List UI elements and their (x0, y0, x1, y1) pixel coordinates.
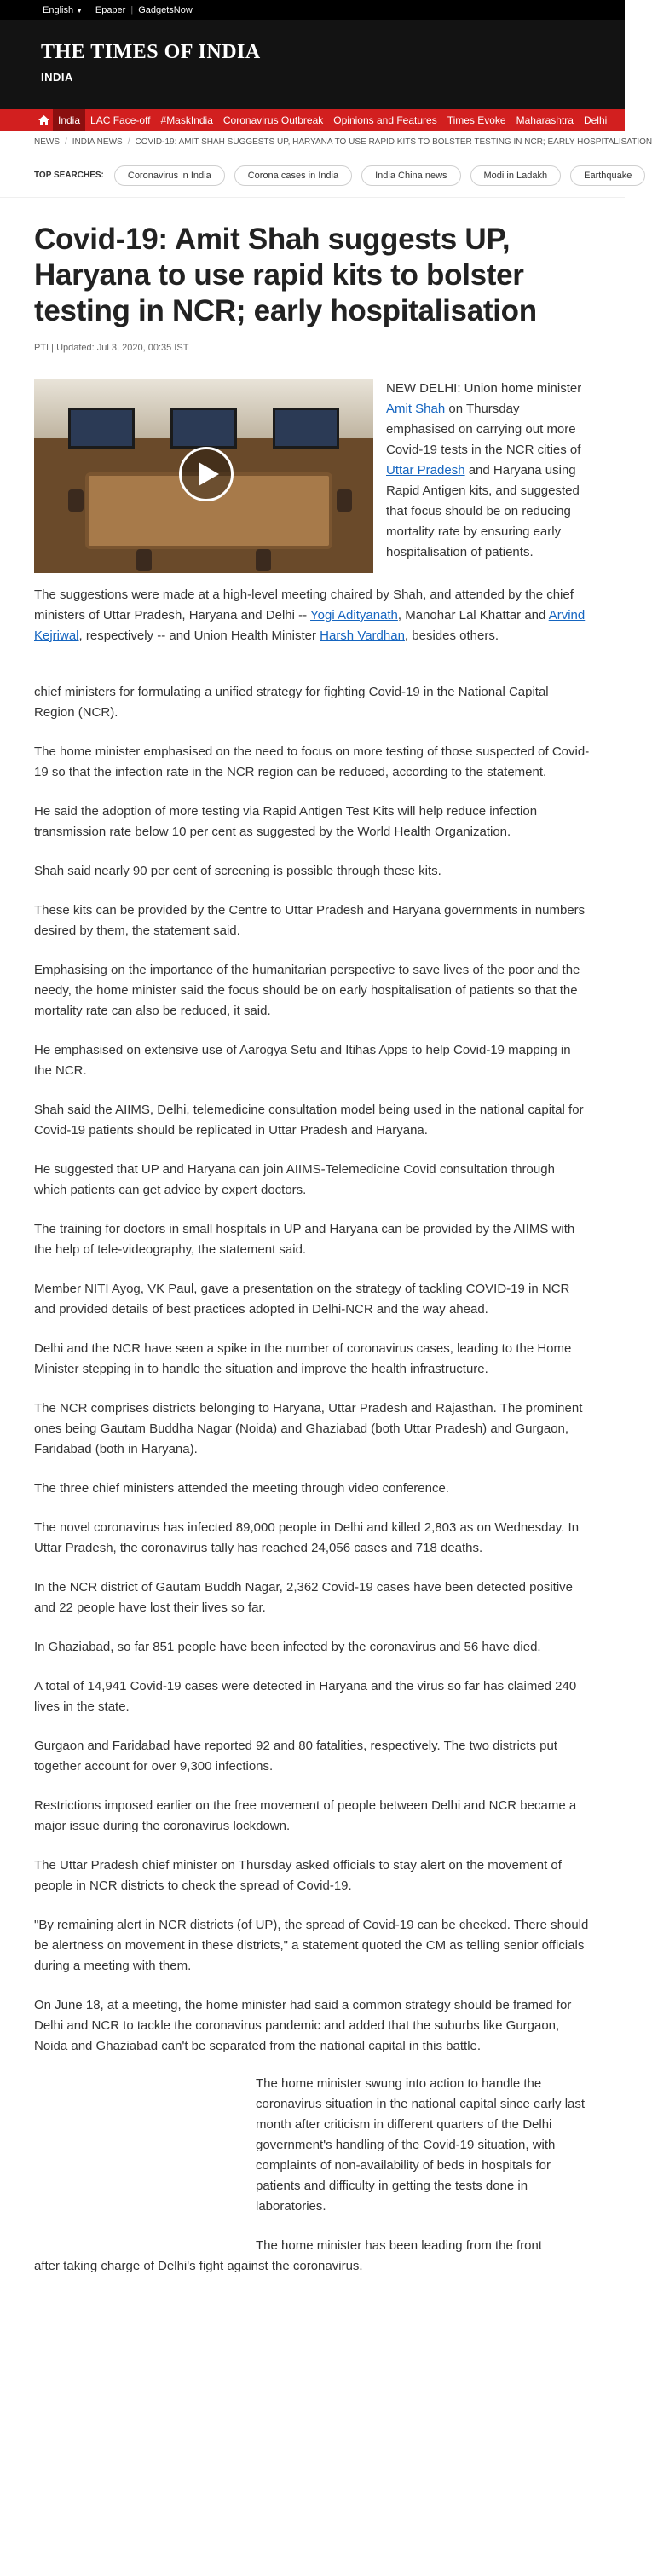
site-logo[interactable]: THE TIMES OF INDIA (41, 41, 261, 63)
article-paragraph: Member NITI Ayog, VK Paul, gave a presentation on the strategy of tackling COVID-19 in NCR and provided details of best practices adopted in Delhi-NCR and the way ahead. (34, 1282, 570, 1317)
amit-shah-link[interactable]: Amit Shah (386, 402, 446, 416)
edition-label: English (43, 5, 74, 15)
byline: PTI | Updated: Jul 3, 2020, 00:35 IST (34, 343, 189, 353)
search-chip[interactable]: Corona cases in India (234, 165, 352, 186)
paragraph-text: The suggestions were made at a high-level meeting chaired by Shah, and attended by the chief ministers of Uttar Pradesh, Haryana and Delhi -- (34, 588, 574, 622)
play-icon[interactable] (179, 447, 234, 501)
gadgetsnow-link[interactable]: GadgetsNow (138, 5, 193, 15)
lead-text: and Haryana using Rapid Antigen kits, and suggested that focus should be on reducing mortality rate by ensuring early hospitalisation of patients. (386, 463, 580, 559)
video-thumbnail (273, 408, 339, 449)
chevron-down-icon: ▼ (76, 6, 83, 14)
article-paragraph: Shah said nearly 90 per cent of screening is possible through these kits. (34, 864, 441, 878)
video-thumbnail (337, 489, 352, 512)
top-searches (0, 153, 632, 198)
article-paragraph: A total of 14,941 Covid-19 cases were detected in Haryana and the virus so far has claimed 240 lives in the state. (34, 1679, 577, 1714)
article-paragraph: The training for doctors in small hospitals in UP and Haryana can be provided by the AIIMS with the help of tele-videography, the statement said. (34, 1222, 575, 1257)
video-player[interactable] (34, 379, 373, 573)
paragraph-text: The home minister has been leading from the front (256, 2238, 543, 2253)
top-searches-label: TOP SEARCHES: (34, 171, 104, 180)
article-paragraph (34, 2236, 591, 2277)
lead-text: NEW DELHI: Union home minister (386, 381, 582, 396)
article-paragraph: "By remaining alert in NCR districts (of UP), the spread of Covid-19 can be checked. There should be alertness on movement in these districts," a statement quoted the CM as telling senior officials during a meeting with them. (34, 1918, 589, 1973)
epaper-link[interactable]: Epaper (95, 5, 126, 15)
article-paragraph: He said the adoption of more testing via Rapid Antigen Test Kits will help reduce infection transmission rate below 10 per cent as suggested by the World Health Organization. (34, 804, 538, 839)
paragraph-text: , respectively -- and Union Health Minister (78, 628, 320, 643)
utility-bar (0, 0, 625, 20)
nav-item-mask-india[interactable]: #MaskIndia (160, 114, 213, 126)
article (0, 222, 625, 2277)
lead-text: on Thursday emphasised on carrying out more Covid-19 tests in the NCR cities of (386, 402, 581, 457)
breadcrumb (0, 131, 652, 153)
harsh-vardhan-link[interactable]: Harsh Vardhan (320, 628, 405, 643)
nav-item-times-evoke[interactable]: Times Evoke (447, 114, 506, 126)
video-thumbnail (256, 549, 271, 571)
video-thumbnail (68, 489, 84, 512)
article-paragraph: The three chief ministers attended the meeting through video conference. (34, 1481, 449, 1496)
search-chip[interactable]: Modi in Ladakh (470, 165, 562, 186)
nav-item-india[interactable]: India (53, 109, 85, 131)
masthead (0, 20, 625, 109)
article-paragraph: The home minister swung into action to handle the coronavirus situation in the national capital since early last month after criticism in different quarters of the Delhi government's handling of the Covid-19 situation, with complaints of non-availability of beds in hospitals for patients and difficulty in getting the tests done in laboratories. (256, 2076, 586, 2214)
lead-paragraph (34, 379, 591, 563)
page-title: Covid-19: Amit Shah suggests UP, Haryana to use rapid kits to bolster testing in NCR; early hospitalisation (34, 223, 537, 327)
breadcrumb-current: COVID-19: AMIT SHAH SUGGESTS UP, HARYANA TO USE RAPID KITS TO BOLSTER TESTING IN NCR; EARLY HOSPITALISATION (135, 137, 652, 147)
article-paragraph: He suggested that UP and Haryana can join AIIMS-Telemedicine Covid consultation through which patients can get advice by expert doctors. (34, 1162, 555, 1197)
video-thumbnail (68, 408, 135, 449)
yogi-adityanath-link[interactable]: Yogi Adityanath (310, 608, 398, 622)
divider: | (130, 5, 134, 15)
article-paragraph: On June 18, at a meeting, the home minister had said a common strategy should be framed for Delhi and NCR to tackle the coronavirus pandemic and added that the suburbs like Gurgaon, Noida and Ghaziabad can't be separated from the national capital in this battle. (34, 1998, 572, 2053)
nav-item-opinions[interactable]: Opinions and Features (333, 114, 437, 126)
article-paragraph: The NCR comprises districts belonging to Haryana, Uttar Pradesh and Rajasthan. The prominent ones being Gautam Buddha Nagar (Noida) and Ghaziabad (both Uttar Pradesh) and Gurgaon, Faridabad (both in Haryana). (34, 1401, 583, 1456)
article-paragraph: In the NCR district of Gautam Buddh Nagar, 2,362 Covid-19 cases have been detected positive and 22 people have lost their lives so far. (34, 1580, 574, 1615)
article-paragraph: Emphasising on the importance of the humanitarian perspective to save lives of the poor and the needy, the home minister said the focus should be on early hospitalisation of patients so that the mortality rate can also be reduced, it said. (34, 963, 580, 1018)
nav-item-lac-face-off[interactable]: LAC Face-off (90, 114, 151, 126)
article-paragraph (34, 585, 591, 646)
search-chip[interactable]: Earthquake (570, 165, 645, 186)
edition-selector[interactable] (43, 5, 83, 15)
paragraph-text: after taking charge of Delhi's fight against the coronavirus. (34, 2259, 363, 2273)
uttar-pradesh-link[interactable]: Uttar Pradesh (386, 463, 465, 478)
article-paragraph: The home minister emphasised on the need to focus on more testing of those suspected of Covid-19 so that the infection rate in the NCR region can be reduced, according to the statement. (34, 744, 590, 779)
video-thumbnail (170, 408, 237, 449)
main-nav (0, 109, 625, 131)
section-title[interactable]: INDIA (41, 71, 73, 84)
paragraph-text: , Manohar Lal Khattar and (397, 608, 549, 622)
article-paragraph: In Ghaziabad, so far 851 people have been infected by the coronavirus and 56 have died. (34, 1640, 541, 1654)
article-paragraph: chief ministers for formulating a unified strategy for fighting Covid-19 in the National Capital Region (NCR). (34, 685, 549, 720)
divider: / (65, 137, 67, 147)
article-paragraph: Shah said the AIIMS, Delhi, telemedicine consultation model being used in the national capital for Covid-19 patients should be replicated in Uttar Pradesh and Haryana. (34, 1103, 584, 1137)
article-paragraph: The Uttar Pradesh chief minister on Thursday asked officials to stay alert on the movement of people in NCR districts to check the spread of Covid-19. (34, 1858, 562, 1893)
paragraph-text: , besides others. (404, 628, 499, 643)
article-paragraph: He emphasised on extensive use of Aarogya Setu and Itihas Apps to help Covid-19 mapping in the NCR. (34, 1043, 571, 1078)
home-icon[interactable] (34, 115, 53, 125)
article-paragraph: The novel coronavirus has infected 89,000 people in Delhi and killed 2,803 as on Wednesday. In Uttar Pradesh, the coronavirus tally has reached 24,056 cases and 718 deaths. (34, 1520, 580, 1555)
divider: | (88, 5, 90, 15)
article-paragraph: Restrictions imposed earlier on the free movement of people between Delhi and NCR became a major issue during the coronavirus lockdown. (34, 1798, 577, 1833)
article-paragraph: Delhi and the NCR have seen a spike in the number of coronavirus cases, leading to the Home Minister stepping in to handle the situation and improve the health infrastructure. (34, 1341, 572, 1376)
breadcrumb-news[interactable]: NEWS (34, 137, 60, 147)
nav-item-delhi[interactable]: Delhi (583, 114, 608, 126)
video-thumbnail (136, 549, 152, 571)
search-chip[interactable]: Coronavirus in India (114, 165, 225, 186)
article-paragraph: These kits can be provided by the Centre to Uttar Pradesh and Haryana governments in numbers desired by them, the statement said. (34, 903, 586, 938)
article-paragraph: Gurgaon and Faridabad have reported 92 and 80 fatalities, respectively. The two districts put together account for over 9,300 infections. (34, 1739, 557, 1774)
nav-item-coronavirus-outbreak[interactable]: Coronavirus Outbreak (222, 114, 324, 126)
breadcrumb-india-news[interactable]: INDIA NEWS (72, 137, 123, 147)
divider: / (127, 137, 130, 147)
search-chip[interactable]: India China news (361, 165, 460, 186)
nav-item-maharashtra[interactable]: Maharashtra (516, 114, 574, 126)
arvind-kejriwal-link[interactable]: Arvind Kejriwal (34, 608, 586, 643)
